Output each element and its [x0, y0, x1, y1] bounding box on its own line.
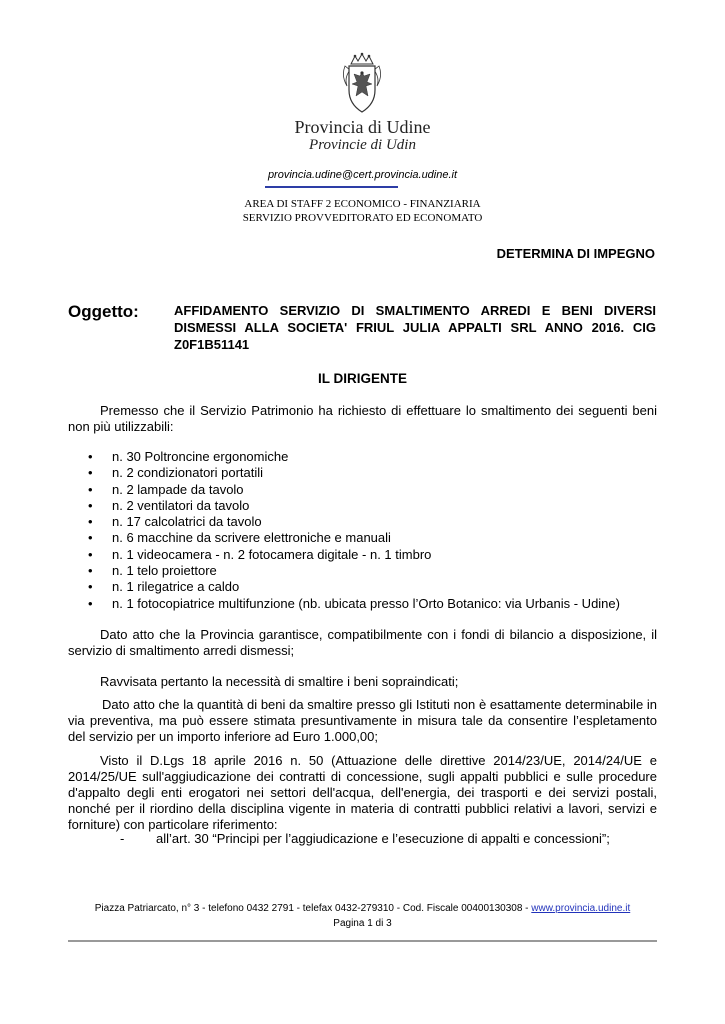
page-number: Pagina 1 di 3	[333, 918, 392, 929]
bullet-icon: •	[88, 514, 93, 530]
list-item: • n. 1 videocamera - n. 2 fotocamera digitale - n. 1 timbro	[88, 546, 432, 562]
province-name: Provincia di Udine	[294, 117, 431, 137]
bullet-icon: •	[88, 579, 93, 595]
bullet-icon: •	[88, 546, 93, 562]
intro-paragraph: Premesso che il Servizio Patrimonio ha richiesto di effettuare lo smaltimento dei seguenti beni non più utilizzabili:	[68, 403, 657, 434]
section-heading: IL DIRIGENTE	[317, 371, 407, 386]
paragraph-dlgs: Visto il D.Lgs 18 aprile 2016 n. 50 (Attuazione delle direttive 2014/23/UE, 2014/24/UE e 2014/25/UE sull'aggiudicazione dei contratti di concessione, sugli appalti pubblici e sulle procedure d'appalto degli enti erogatori nei settori dell'acqua, dell'energia, dei trasporti e dei servizi postali, nonché per il riordino della disciplina vigente in materia di contratti pubblici relativi a lavori, servizi e forniture) con particolare riferimento:	[68, 753, 657, 832]
dash-bullet: -	[120, 831, 125, 846]
website-link[interactable]: www.provincia.udine.it	[531, 903, 631, 914]
footer-address-text: Piazza Patriarcato, n° 3 - telefono 0432 2791 - telefax 0432-279310 - Cod. Fiscale 00400130308 -	[94, 903, 532, 914]
pec-email: provincia.udine@cert.provincia.udine.it	[267, 169, 458, 181]
service-name: SERVIZIO PROVVEDITORATO ED ECONOMATO	[242, 212, 483, 224]
footer-divider	[68, 940, 657, 942]
subject-label: Oggetto:	[68, 302, 139, 321]
header-divider	[265, 186, 398, 188]
bullet-icon: •	[88, 595, 93, 611]
list-item: • n. 1 rilegatrice a caldo	[88, 579, 240, 595]
list-item: • n. 1 telo proiettore	[88, 563, 217, 579]
bullet-icon: •	[88, 449, 93, 464]
bullet-icon: •	[88, 563, 93, 579]
footer-address	[0, 902, 725, 915]
paragraph-quantita: Dato atto che la quantità di beni da smaltire presso gli Istituti non è esattamente determinabile in via preventiva, ma può essere stimata presuntivamente in misura tale da consentire l’espletamento del servizio per un importo inferiore ad Euro 1.000,00;	[68, 697, 657, 744]
reference-text: all’art. 30 “Principi per l’aggiudicazione e l’esecuzione di appalti e concessioni”;	[156, 831, 610, 846]
list-item: • n. 30 Poltroncine ergonomiche	[88, 449, 289, 464]
province-name-friulian: Provincie di Udin	[309, 137, 416, 153]
bullet-icon: •	[88, 465, 93, 481]
area-staff: AREA DI STAFF 2 ECONOMICO - FINANZIARIA	[244, 198, 481, 210]
province-crest-logo	[341, 52, 383, 114]
subject-text: AFFIDAMENTO SERVIZIO DI SMALTIMENTO ARREDI E BENI DIVERSI DISMESSI ALLA SOCIETA' FRIUL JULIA APPALTI SRL ANNO 2016. CIG Z0F1B51141	[174, 303, 656, 352]
reference-item	[120, 831, 610, 846]
list-item: • n. 1 fotocopiatrice multifunzione (nb. ubicata presso l’Orto Botanico: via Urbanis - Udine)	[88, 595, 620, 611]
paragraph-fondi: Dato atto che la Provincia garantisce, compatibilmente con i fondi di bilancio a disposizione, il servizio di smaltimento arredi dismessi;	[68, 627, 657, 658]
paragraph-ravvisata: Ravvisata pertanto la necessità di smaltire i beni sopraindicati;	[100, 674, 459, 689]
list-item: • n. 2 lampade da tavolo	[88, 481, 244, 497]
list-item: • n. 2 ventilatori da tavolo	[88, 497, 250, 513]
list-item: • n. 2 condizionatori portatili	[88, 465, 264, 481]
bullet-icon: •	[88, 497, 93, 513]
bullet-icon: •	[88, 481, 93, 497]
list-item: • n. 6 macchine da scrivere elettroniche e manuali	[88, 530, 391, 546]
bullet-icon: •	[88, 530, 93, 546]
list-item: • n. 17 calcolatrici da tavolo	[88, 514, 262, 530]
items-list	[88, 449, 620, 612]
document-type: DETERMINA DI IMPEGNO	[496, 246, 655, 261]
